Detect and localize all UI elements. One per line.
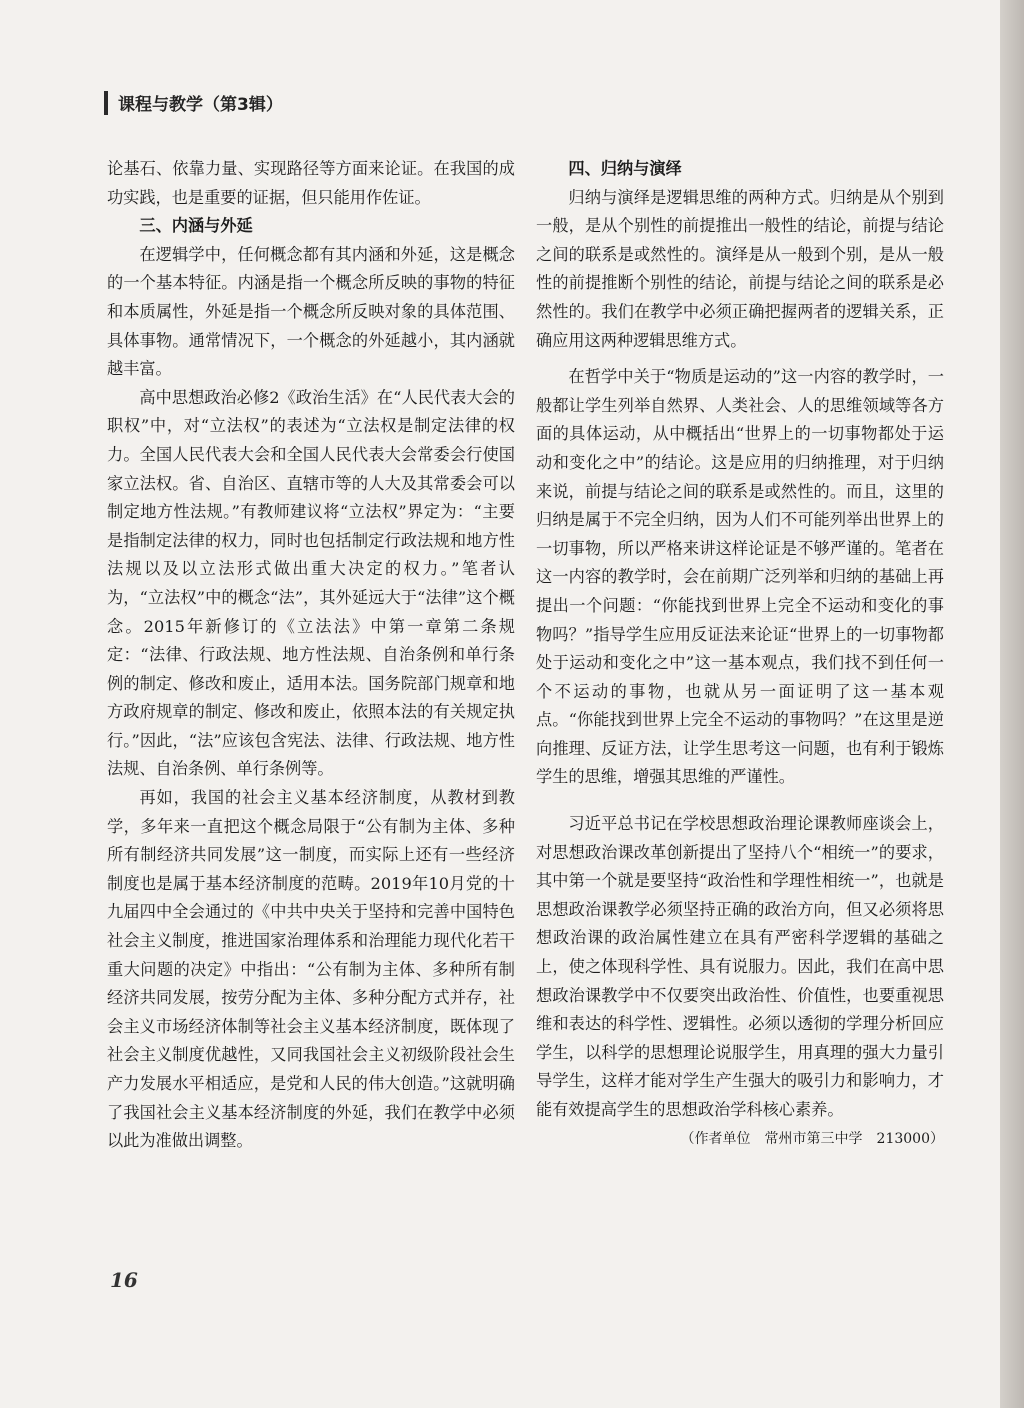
paragraph: 论基石、依靠力量、实现路径等方面来论证。在我国的成功实践，也是重要的证据，但只能用作佐证。	[107, 159, 515, 207]
paragraph: 习近平总书记在学校思想政治理论课教师座谈会上，对思想政治课改革创新提出了坚持八个“相统一”的要求，其中第一个就是要坚持“政治性和学理性相统一”，也就是思想政治课教学必须坚持正确的政治方向，但又必须将思想政治课的政治属性建立在具有严密科学逻辑的基础之上，使之体现科学性、具有说服力。因此，我们在高中思想政治课教学中不仅要突出政治性、价值性，也要重视思维和表达的科学性、逻辑性。必须以透彻的学理分析回应学生，以科学的思想理论说服学生，用真理的强大力量引导学生，这样才能对学生产生强大的吸引力和影响力，才能有效提高学生的思想政治学科核心素养。	[536, 814, 944, 1119]
paragraph: 在哲学中关于“物质是运动的”这一内容的教学时，一般都让学生列举自然界、人类社会、人的思维领域等各方面的具体运动，从中概括出“世界上的一切事物都处于运动和变化之中”的结论。这是应用的归纳推理，对于归纳来说，前提与结论之间的联系是或然性的。而且，这里的归纳是属于不完全归纳，因为人们不可能列举出世界上的一切事物，所以严格来讲这样论证是不够严谨的。笔者在这一内容的教学时，会在前期广泛列举和归纳的基础上再提出一个问题：“你能找到世界上完全不运动和变化的事物吗？”指导学生应用反证法来论证“世界上的一切事物都处于运动和变化之中”这一基本观点，我们找不到任何一个不运动的事物，也就从另一面证明了这一基本观点。“你能找到世界上完全不运动的事物吗？”在这里是逆向推理、反证方法，让学生思考这一问题，也有利于锻炼学生的思维，增强其思维的严谨性。	[536, 367, 944, 787]
header-title: 课程与教学（第3辑）	[118, 95, 283, 115]
running-header	[104, 90, 283, 115]
author-affiliation: （作者单位 常州市第三中学 213000）	[680, 1130, 944, 1147]
paragraph: 再如，我国的社会主义基本经济制度，从教材到教学，多年来一直把这个概念局限于“公有制为主体、多种所有制经济共同发展”这一制度，而实际上还有一些经济制度也是属于基本经济制度的范畴。2019年10月党的十九届四中全会通过的《中共中央关于坚持和完善中国特色社会主义制度，推进国家治理体系和治理能力现代化若干重大问题的决定》中指出：“公有制为主体、多种所有制经济共同发展，按劳分配为主体、多种分配方式并存，社会主义市场经济体制等社会主义基本经济制度，既体现了社会主义制度优越性，又同我国社会主义初级阶段社会生产力发展水平相适应，是党和人民的伟大创造。”这就明确了我国社会主义基本经济制度的外延，我们在教学中必须以此为准做出调整。	[107, 788, 515, 1151]
page-number: 16	[110, 1268, 138, 1292]
page-spine	[1000, 0, 1024, 1408]
left-column	[107, 155, 515, 1156]
paragraph: 高中思想政治必修2《政治生活》在“人民代表大会的职权”中，对“立法权”的表述为“立法权是制定法律的权力。全国人民代表大会和全国人民代表大会常委会行使国家立法权。省、自治区、直辖市等的人大及其常委会可以制定地方性法规。”有教师建议将“立法权”界定为：“主要是指制定法律的权力，同时也包括制定行政法规和地方性法规以及以立法形式做出重大决定的权力。”笔者认为，“立法权”中的概念“法”，其外延远大于“法律”这个概念。2015年新修订的《立法法》中第一章第二条规定：“法律、行政法规、地方性法规、自治条例和单行条例的制定、修改和废止，适用本法。国务院部门规章和地方政府规章的制定、修改和废止，依照本法的有关规定执行。”因此，“法”应该包含宪法、法律、行政法规、地方性法规、自治条例、单行条例等。	[107, 387, 515, 779]
section-heading: 四、归纳与演绎	[568, 159, 682, 178]
paragraph: 在逻辑学中，任何概念都有其内涵和外延，这是概念的一个基本特征。内涵是指一个概念所反映的事物的特征和本质属性，外延是指一个概念所反映对象的具体范围、具体事物。通常情况下，一个概念的外延越小，其内涵就越丰富。	[107, 244, 515, 379]
header-rule	[104, 91, 108, 115]
right-column	[536, 155, 944, 1153]
paragraph: 归纳与演绎是逻辑思维的两种方式。归纳是从个别到一般，是从个别性的前提推出一般性的结论，前提与结论之间的联系是或然性的。演绎是从一般到个别，是从一般性的前提推断个别性的结论，前提与结论之间的联系是必然性的。我们在教学中必须正确把握两者的逻辑关系，正确应用这两种逻辑思维方式。	[536, 187, 944, 350]
section-heading: 三、内涵与外延	[139, 216, 253, 236]
